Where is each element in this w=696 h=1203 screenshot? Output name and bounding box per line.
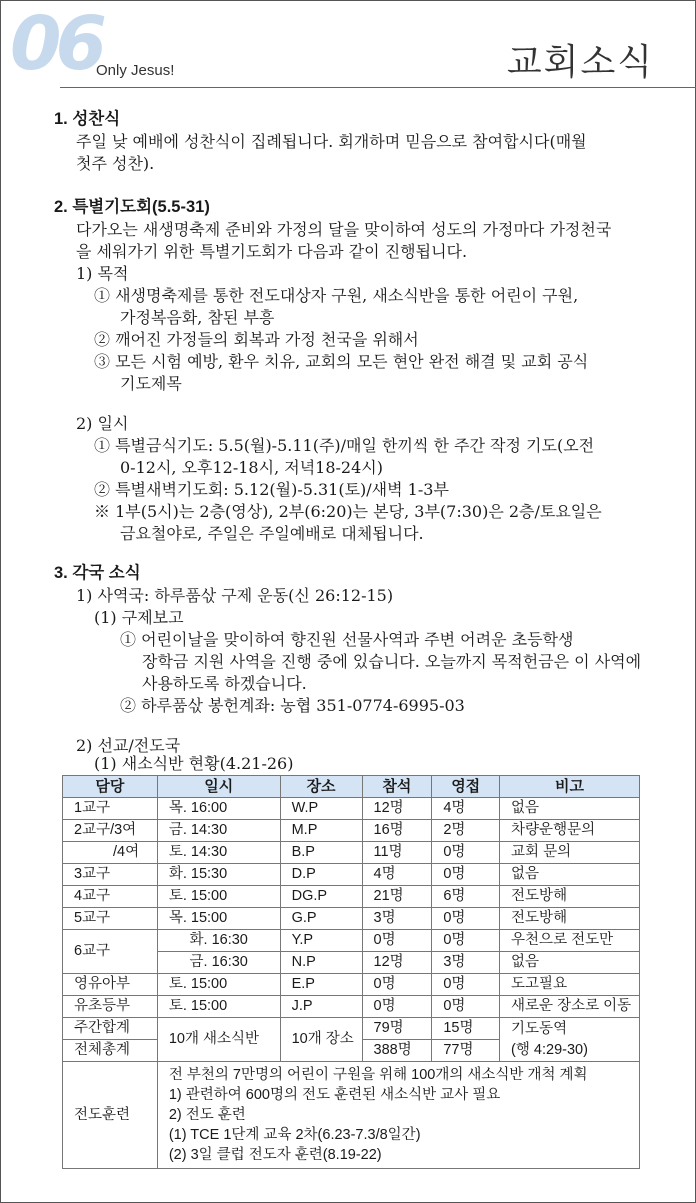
list-item: 0-12시, 오후12-18시, 저녁18-24시) xyxy=(120,458,383,477)
table-row xyxy=(63,974,640,996)
list-item: ① 특별금식기도: 5.5(월)-5.11(주)/매일 한끼씩 한 주간 작정 기도(오전 xyxy=(94,436,595,455)
column-header: 장소 xyxy=(280,776,362,798)
cell-place: J.P xyxy=(280,996,362,1018)
training-line: 전 부천의 7만명의 어린이 구원을 위해 100개의 새소식반 개척 계획 xyxy=(168,1067,588,1083)
tagline: Only Jesus! xyxy=(96,62,175,79)
table-row xyxy=(63,908,640,930)
cell-note: 전도방해 xyxy=(500,908,640,930)
cell-note: 없음 xyxy=(500,864,640,886)
section-text: 주일 낮 예배에 성찬식이 집례됩니다. 회개하며 믿음으로 참여합시다(매월 xyxy=(76,132,587,151)
table-row xyxy=(63,842,640,864)
cell-place: Y.P xyxy=(280,930,362,952)
cell-weekly-accept: 15명 xyxy=(432,1018,500,1040)
cell-time: 토. 15:00 xyxy=(157,996,280,1018)
table-row xyxy=(63,930,640,952)
training-line: 1) 관련하여 600명의 전도 훈련된 새소식반 교사 필요 xyxy=(168,1087,501,1103)
column-header: 참석 xyxy=(362,776,432,798)
cell-attend: 0명 xyxy=(362,996,432,1018)
cell-place: B.P xyxy=(280,842,362,864)
cell-total-attend: 388명 xyxy=(362,1040,432,1062)
cell-group: 6교구 xyxy=(63,930,158,974)
table-row xyxy=(63,820,640,842)
cell-accept: 0명 xyxy=(432,996,500,1018)
subsection-heading: 1) 목적 xyxy=(76,264,129,283)
total-note-line: (행 4:29-30) xyxy=(511,1041,588,1058)
page-title: 교회소식 xyxy=(506,42,654,83)
column-header: 일시 xyxy=(157,776,280,798)
cell-group: 2교구/3여 xyxy=(63,820,158,842)
cell-group: 3교구 xyxy=(63,864,158,886)
cell-time: 목. 15:00 xyxy=(157,908,280,930)
list-item: 사용하도록 하겠습니다. xyxy=(142,674,307,693)
cell-group: 5교구 xyxy=(63,908,158,930)
cell-place: M.P xyxy=(280,820,362,842)
cell-accept: 0명 xyxy=(432,908,500,930)
cell-accept: 0명 xyxy=(432,974,500,996)
table-header-row xyxy=(63,776,640,798)
cell-attend: 0명 xyxy=(362,930,432,952)
column-header: 비고 xyxy=(500,776,640,798)
column-header: 영접 xyxy=(432,776,500,798)
table-row xyxy=(63,798,640,820)
cell-group: 유초등부 xyxy=(63,996,158,1018)
cell-accept: 6명 xyxy=(432,886,500,908)
cell-attend: 12명 xyxy=(362,798,432,820)
section-text: 을 세워가기 위한 특별기도회가 다음과 같이 진행됩니다. xyxy=(76,242,468,261)
cell-group: /4여 xyxy=(63,842,158,864)
cell-attend: 4명 xyxy=(362,864,432,886)
cell-group: 영유아부 xyxy=(63,974,158,996)
cell-attend: 0명 xyxy=(362,974,432,996)
cell-attend: 12명 xyxy=(362,952,432,974)
cell-time: 화. 15:30 xyxy=(157,864,280,886)
cell-attend: 3명 xyxy=(362,908,432,930)
cell-accept: 0명 xyxy=(432,842,500,864)
cell-place: N.P xyxy=(280,952,362,974)
training-line: (1) TCE 1단계 교육 2차(6.23-7.3/8일간) xyxy=(168,1127,421,1143)
cell-time: 목. 16:00 xyxy=(157,798,280,820)
training-line: 2) 전도 훈련 xyxy=(168,1107,246,1123)
cell-time: 토. 14:30 xyxy=(157,842,280,864)
cell-training-label: 전도훈련 xyxy=(63,1062,158,1169)
cell-accept: 0명 xyxy=(432,930,500,952)
table-row xyxy=(63,886,640,908)
page-number: 06 xyxy=(10,1,101,87)
table-row xyxy=(63,996,640,1018)
list-item: ② 특별새벽기도회: 5.12(월)-5.31(토)/새벽 1-3부 xyxy=(94,480,449,499)
subsection-heading: (1) 새소식반 현황(4.21-26) xyxy=(94,754,294,773)
table-row xyxy=(63,864,640,886)
subsection-heading: 2) 일시 xyxy=(76,414,129,433)
cell-sessions-total: 10개 새소식반 xyxy=(157,1018,280,1062)
cell-total-label: 전체총계 xyxy=(63,1040,158,1062)
cell-accept: 4명 xyxy=(432,798,500,820)
cell-place: DG.P xyxy=(280,886,362,908)
note-text: 금요철야로, 주일은 주일예배로 대체됩니다. xyxy=(120,524,424,543)
list-item: ③ 모든 시험 예방, 환우 치유, 교회의 모든 현안 완전 해결 및 교회 공식 xyxy=(94,352,589,371)
cell-time: 금. 14:30 xyxy=(157,820,280,842)
list-item: ① 새생명축제를 통한 전도대상자 구원, 새소식반을 통한 어린이 구원, xyxy=(94,286,579,305)
cell-time: 화. 16:30 xyxy=(157,930,280,952)
column-header: 담당 xyxy=(63,776,158,798)
cell-accept: 0명 xyxy=(432,864,500,886)
subsection-heading: 2) 선교/전도국 xyxy=(76,736,181,755)
cell-place: D.P xyxy=(280,864,362,886)
cell-place: G.P xyxy=(280,908,362,930)
header-divider xyxy=(60,87,696,88)
subsection-heading: 1) 사역국: 하루품삯 구제 운동(신 26:12-15) xyxy=(76,586,394,605)
list-item: 장학금 지원 사역을 진행 중에 있습니다. 오늘까지 목적헌금은 이 사역에 xyxy=(142,652,642,671)
cell-time: 토. 15:00 xyxy=(157,886,280,908)
cell-note: 우천으로 전도만 xyxy=(500,930,640,952)
cell-note: 도고필요 xyxy=(500,974,640,996)
cell-attend: 16명 xyxy=(362,820,432,842)
weekly-total-row xyxy=(63,1018,640,1040)
cell-total-accept: 77명 xyxy=(432,1040,500,1062)
section-text: 첫주 성찬). xyxy=(76,154,155,173)
cell-note: 차량운행문의 xyxy=(500,820,640,842)
cell-note: 새로운 장소로 이동 xyxy=(500,996,640,1018)
cell-place: E.P xyxy=(280,974,362,996)
cell-note: 교회 문의 xyxy=(500,842,640,864)
section-title-department-news: 3. 각국 소식 xyxy=(54,564,141,582)
new-news-class-table xyxy=(62,775,640,1169)
cell-group: 1교구 xyxy=(63,798,158,820)
cell-place: W.P xyxy=(280,798,362,820)
section-title-prayer: 2. 특별기도회(5.5-31) xyxy=(54,198,210,216)
cell-attend: 21명 xyxy=(362,886,432,908)
total-note-line: 기도동역 xyxy=(511,1020,568,1037)
cell-time: 금. 16:30 xyxy=(157,952,280,974)
cell-weekly-attend: 79명 xyxy=(362,1018,432,1040)
cell-accept: 3명 xyxy=(432,952,500,974)
training-row xyxy=(63,1062,640,1169)
cell-accept: 2명 xyxy=(432,820,500,842)
cell-group: 4교구 xyxy=(63,886,158,908)
cell-note: 없음 xyxy=(500,952,640,974)
cell-note: 없음 xyxy=(500,798,640,820)
subsection-heading: (1) 구제보고 xyxy=(94,608,184,627)
note-text: ※ 1부(5시)는 2층(영상), 2부(6:20)는 본당, 3부(7:30)은 2층/토요일은 xyxy=(94,502,602,521)
list-item: ② 깨어진 가정들의 회복과 가정 천국을 위해서 xyxy=(94,330,419,349)
section-title-communion: 1. 성찬식 xyxy=(54,110,121,128)
section-text: 다가오는 새생명축제 준비와 가정의 달을 맞이하여 성도의 가정마다 가정천국 xyxy=(76,220,612,239)
cell-time: 토. 15:00 xyxy=(157,974,280,996)
list-item: ② 하루품삯 봉헌계좌: 농협 351-0774-6995-03 xyxy=(120,696,465,715)
cell-attend: 11명 xyxy=(362,842,432,864)
training-line: (2) 3일 클럽 전도자 훈련(8.19-22) xyxy=(168,1147,382,1163)
list-item: 가정복음화, 참된 부흥 xyxy=(120,308,275,327)
list-item: ① 어린이날을 맞이하여 향진원 선물사역과 주변 어려운 초등학생 xyxy=(120,630,574,649)
list-item: 기도제목 xyxy=(120,374,182,393)
cell-note: 전도방해 xyxy=(500,886,640,908)
cell-places-total: 10개 장소 xyxy=(280,1018,362,1062)
cell-total-note xyxy=(500,1018,640,1062)
cell-training-notes xyxy=(157,1062,639,1169)
cell-weekly-label: 주간합계 xyxy=(63,1018,158,1040)
